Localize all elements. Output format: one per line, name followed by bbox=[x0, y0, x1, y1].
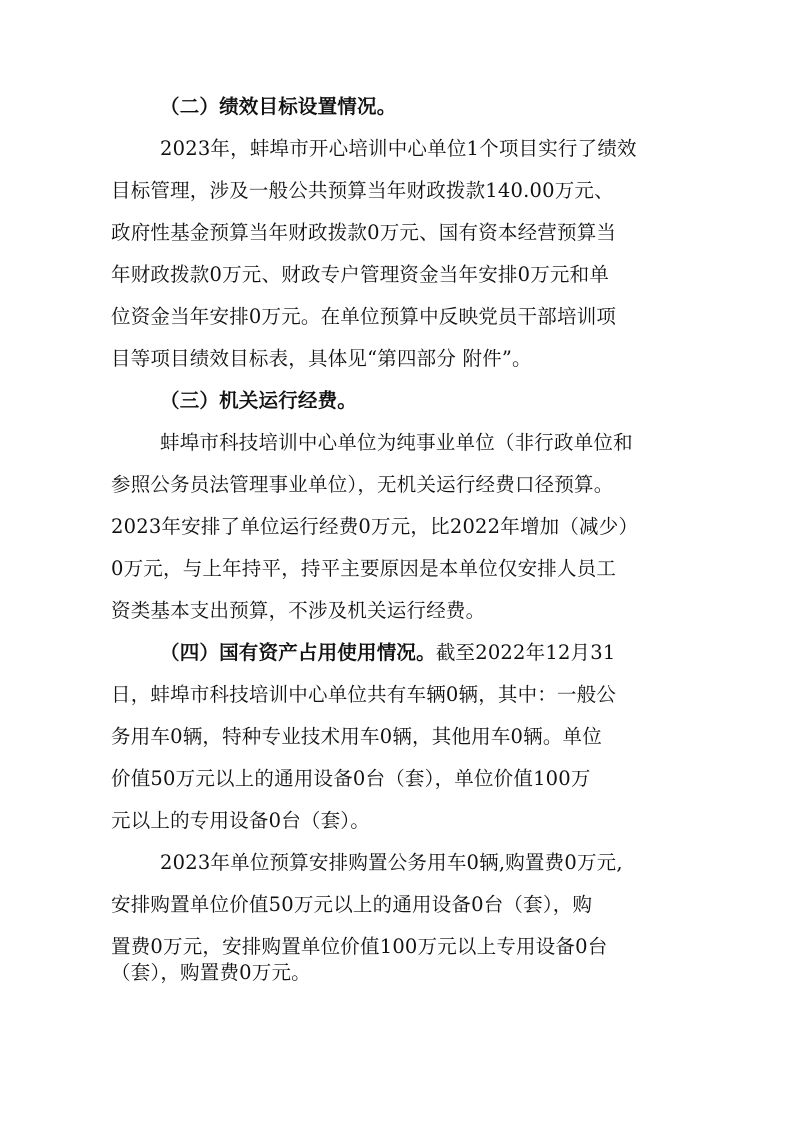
section-four-first-line bbox=[160, 641, 615, 665]
paragraph-line: 置费0万元，安排购置单位价值100万元以上专用设备0台 bbox=[111, 935, 608, 958]
paragraph-line: 参照公务员法管理事业单位），无机关运行经费口径预算。 bbox=[111, 473, 614, 496]
paragraph-line: 价值50万元以上的通用设备0台（套），单位价值100万 bbox=[111, 767, 591, 790]
paragraph-line: 政府性基金预算当年财政拨款0万元、国有资本经营预算当 bbox=[111, 221, 617, 244]
section-heading-state-assets: （四）国有资产占用使用情况。 bbox=[160, 641, 436, 664]
paragraph-line: 位资金当年安排0万元。在单位预算中反映党员干部培训项 bbox=[111, 305, 617, 328]
section-heading-performance-goals: （二）绩效目标设置情况。 bbox=[160, 95, 397, 118]
paragraph-line: 安排购置单位价值50万元以上的通用设备0台（套），购 bbox=[111, 893, 593, 916]
paragraph-line: 2023年单位预算安排购置公务用车0辆,购置费0万元, bbox=[160, 851, 623, 874]
paragraph-line: 务用车0辆，特种专业技术用车0辆，其他用车0辆。单位 bbox=[111, 725, 602, 748]
paragraph-line-tail: 截至2022年12月31 bbox=[435, 641, 616, 664]
paragraph-line: 0万元，与上年持平，持平主要原因是本单位仅安排人员工 bbox=[111, 557, 617, 580]
paragraph-line: 蚌埠市科技培训中心单位为纯事业单位（非行政单位和 bbox=[160, 431, 633, 454]
section-heading-operating-expenses: （三）机关运行经费。 bbox=[160, 389, 358, 412]
paragraph-line: 2023年安排了单位运行经费0万元，比2022年增加（减少） bbox=[111, 515, 639, 538]
paragraph-line: 目标管理，涉及一般公共预算当年财政拨款140.00万元、 bbox=[111, 179, 614, 202]
paragraph-line: （套），购置费0万元。 bbox=[111, 961, 311, 984]
paragraph-line: 元以上的专用设备0台（套）。 bbox=[111, 809, 370, 832]
paragraph-line: 目等项目绩效目标表，具体见“第四部分 附件”。 bbox=[111, 347, 532, 370]
paragraph-line: 资类基本支出预算，不涉及机关运行经费。 bbox=[111, 599, 486, 622]
paragraph-line: 年财政拨款0万元、财政专户管理资金当年安排0万元和单 bbox=[111, 263, 610, 286]
paragraph-line: 2023年，蚌埠市开心培训中心单位1个项目实行了绩效 bbox=[160, 137, 637, 160]
paragraph-line: 日，蚌埠市科技培训中心单位共有车辆0辆，其中：一般公 bbox=[111, 683, 617, 706]
